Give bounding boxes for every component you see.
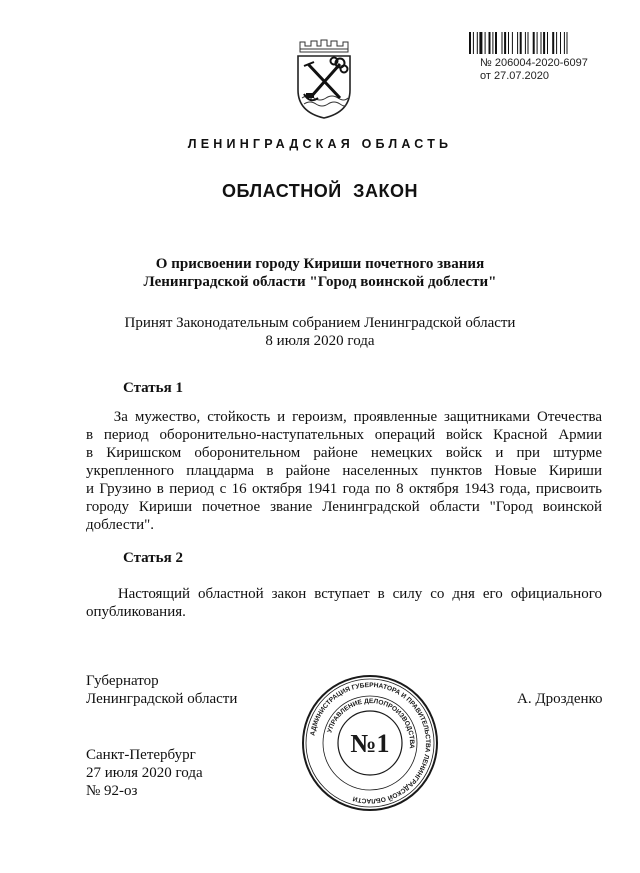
barcode-bar: [528, 32, 529, 54]
barcode-bar: [520, 32, 522, 54]
barcode-bar: [564, 32, 565, 54]
signing-place: Санкт-Петербург: [86, 747, 196, 763]
article-1-text-line: в период оборонительно-наступательных операций войск Красной Армии: [86, 427, 602, 443]
article-2-text-line: опубликования.: [86, 604, 186, 620]
adopted-by-line: Принят Законодательным собранием Ленинградской области: [124, 315, 516, 331]
signer-name: А. Дрозденко: [517, 691, 603, 707]
law-title-line: О присвоении городу Кириши почетного звания: [155, 256, 485, 272]
barcode-bar: [543, 32, 545, 54]
signer-position: Губернатор: [86, 673, 159, 689]
signer-position-region: Ленинградской области: [86, 691, 238, 707]
barcode-bar: [508, 32, 509, 54]
barcode-bar: [560, 32, 561, 54]
coat-of-arms-icon: [290, 38, 358, 120]
barcode-bar: [541, 32, 542, 54]
barcode-bar: [473, 32, 474, 54]
barcode-bar: [492, 32, 493, 54]
barcode-bar: [552, 32, 554, 54]
article-1-text-line: городу Кириши почетное звание Ленинградской области "Город воинской: [86, 499, 602, 515]
barcode-bar: [517, 32, 518, 54]
article-1-heading: Статья 1: [123, 380, 183, 396]
signing-date: 27 июля 2020 года: [86, 765, 203, 781]
barcode-bar: [533, 32, 535, 54]
article-1-text-line: За мужество, стойкость и героизм, проявленные защитниками Отечества: [86, 409, 602, 425]
region-name: ЛЕНИНГРАДСКАЯ ОБЛАСТЬ: [187, 137, 453, 151]
barcode-bar: [477, 32, 478, 54]
seal-ring-text: АДМИНИСТРАЦИЯ ГУБЕРНАТОРА И ПРАВИТЕЛЬСТВА ЛЕНИНГРАДСКОЙ ОБЛАСТИ: [309, 681, 432, 805]
barcode-bar: [479, 32, 482, 54]
barcode-bar: [556, 32, 557, 54]
article-2-text-line: Настоящий областной закон вступает в силу со дня его официального: [86, 586, 602, 602]
barcode-bar: [502, 32, 503, 54]
document-type: ОБЛАСТНОЙ ЗАКОН: [222, 181, 418, 201]
article-1-text-line: укрепленного плацдарма в районе населенных пунктов Новые Кириши: [86, 463, 602, 479]
barcode-bar: [504, 32, 506, 54]
barcode-bar: [485, 32, 486, 54]
barcode-bar: [537, 32, 538, 54]
article-1-text-line: доблести".: [86, 517, 155, 533]
law-title-line: Ленинградской области "Город воинской доблести": [143, 274, 497, 290]
registration-date: от 27.07.2020: [480, 70, 550, 82]
barcode-bar: [495, 32, 497, 54]
seal-number: №1: [350, 729, 390, 758]
barcode-bar: [525, 32, 526, 54]
barcode-bar: [567, 32, 568, 54]
barcode-bar: [489, 32, 491, 54]
barcode-bar: [512, 32, 513, 54]
barcode-icon: [468, 32, 606, 54]
law-number: № 92-оз: [86, 783, 138, 799]
article-1-text-line: в Киришском оборонительном районе немецких войск и при штурме: [86, 445, 602, 461]
seal-inner-text: УПРАВЛЕНИЕ ДЕЛОПРОИЗВОДСТВА: [326, 697, 416, 749]
barcode-bar: [469, 32, 471, 54]
registration-number: № 206004-2020-6097: [480, 57, 588, 69]
article-1-text-line: и Грузино в период с 16 октября 1941 года по 8 октября 1943 года, присвоить: [86, 481, 602, 497]
official-seal: [300, 673, 440, 813]
article-2-heading: Статья 2: [123, 550, 183, 566]
barcode-bar: [547, 32, 548, 54]
adopted-date-line: 8 июля 2020 года: [265, 333, 375, 349]
